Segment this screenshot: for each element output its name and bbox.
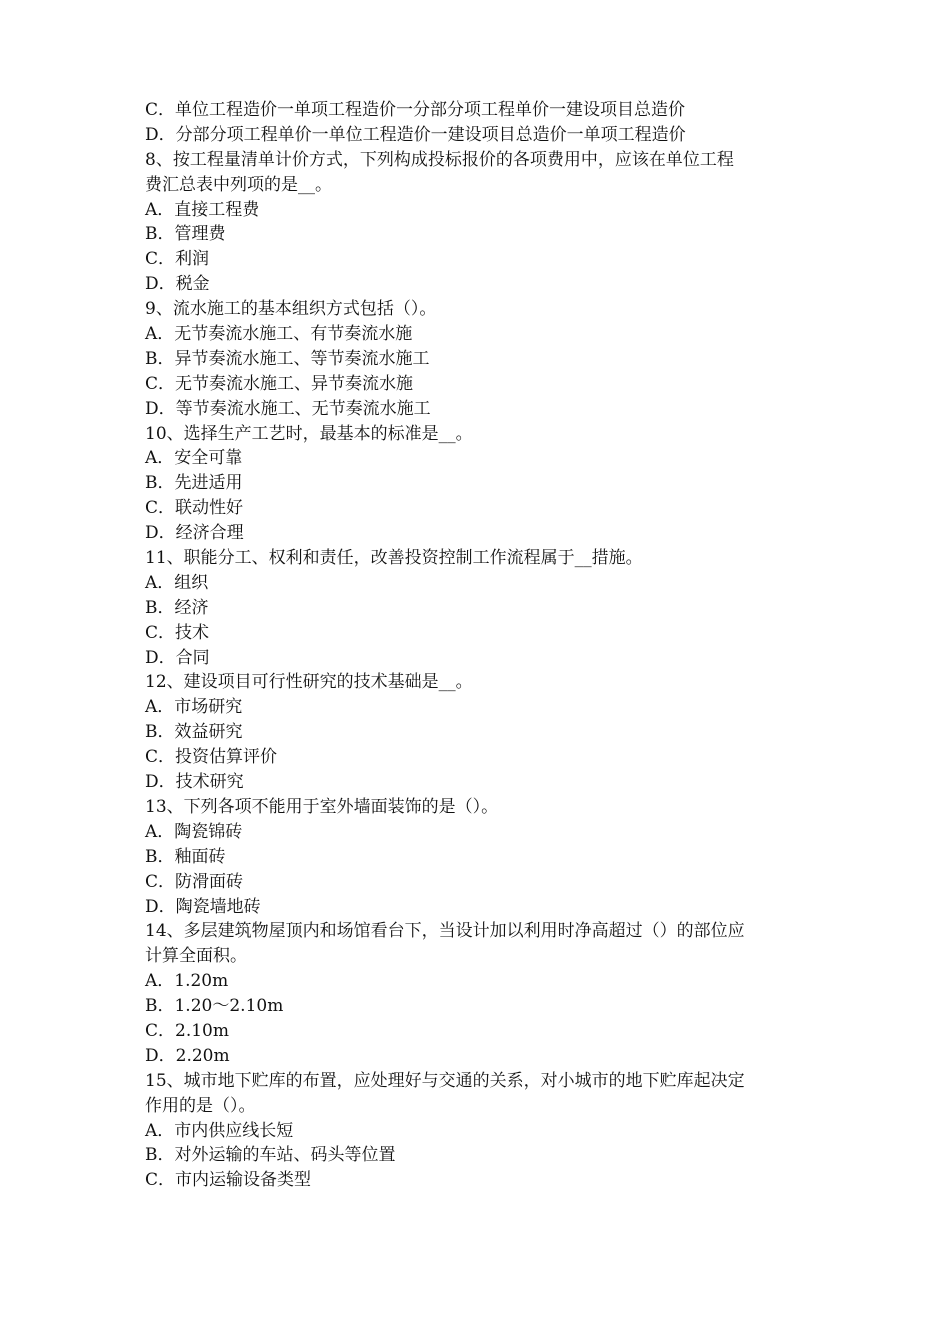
option-line: B．先进适用 [145, 473, 243, 494]
option-line: A．无节奏流水施工、有节奏流水施 [145, 324, 413, 345]
question-text: 9、流水施工的基本组织方式包括（）。 [145, 299, 437, 320]
document-page [145, 98, 825, 1193]
option-line: A．市场研究 [145, 697, 243, 718]
option-line: D．税金 [145, 274, 210, 295]
option-line: D．等节奏流水施工、无节奏流水施工 [145, 398, 431, 419]
option-line: C．投资估算评价 [145, 747, 278, 768]
option-line: A．1.20m [145, 971, 229, 992]
option-line: C．防滑面砖 [145, 871, 244, 892]
option-line: B．异节奏流水施工、等节奏流水施工 [145, 348, 430, 369]
option-line: A．直接工程费 [145, 199, 260, 220]
question-text: 11、职能分工、权利和责任，改善投资控制工作流程属于__措施。 [145, 548, 643, 569]
question-text: 10、选择生产工艺时，最基本的标准是__。 [145, 423, 473, 444]
option-line: C．利润 [145, 249, 210, 270]
question-text: 费汇总表中列项的是__。 [145, 174, 332, 195]
question-text: 8、按工程量清单计价方式，下列构成投标报价的各项费用中，应该在单位工程 [145, 149, 734, 170]
option-line: B．1.20～2.10m [145, 996, 284, 1017]
option-line: A．市内供应线长短 [145, 1120, 294, 1141]
option-line: A．陶瓷锦砖 [145, 821, 243, 842]
option-line: C．技术 [145, 622, 210, 643]
question-text: 计算全面积。 [145, 946, 247, 967]
option-line: B．经济 [145, 597, 209, 618]
option-line: C．市内运输设备类型 [145, 1170, 312, 1191]
option-line: A．安全可靠 [145, 448, 243, 469]
option-line: C．2.10m [145, 1020, 229, 1041]
option-line: B．对外运输的车站、码头等位置 [145, 1145, 396, 1166]
option-line: C．无节奏流水施工、异节奏流水施 [145, 373, 414, 394]
option-line: B．釉面砖 [145, 846, 226, 867]
option-line: B．效益研究 [145, 722, 243, 743]
text-line: C．单位工程造价一单项工程造价一分部分项工程单价一建设项目总造价 [145, 100, 686, 120]
question-text: 13、下列各项不能用于室外墙面装饰的是（）。 [145, 796, 499, 817]
text-line: D．分部分项工程单价一单位工程造价一建设项目总造价一单项工程造价 [145, 124, 686, 145]
question-text: 14、多层建筑物屋顶内和场馆看台下，当设计加以利用时净高超过（）的部位应 [145, 921, 745, 942]
option-line: D．技术研究 [145, 772, 244, 793]
question-text: 作用的是（）。 [145, 1095, 256, 1116]
option-line: A．组织 [145, 572, 209, 593]
option-line: B．管理费 [145, 224, 226, 245]
question-text: 15、城市地下贮库的布置，应处理好与交通的关系，对小城市的地下贮库起决定 [145, 1070, 745, 1091]
question-text: 12、建设项目可行性研究的技术基础是__。 [145, 672, 473, 693]
option-line: C．联动性好 [145, 498, 244, 519]
option-line: D．陶瓷墙地砖 [145, 896, 261, 917]
option-line: D．经济合理 [145, 523, 244, 544]
option-line: D．2.20m [145, 1045, 230, 1066]
option-line: D．合同 [145, 647, 210, 668]
